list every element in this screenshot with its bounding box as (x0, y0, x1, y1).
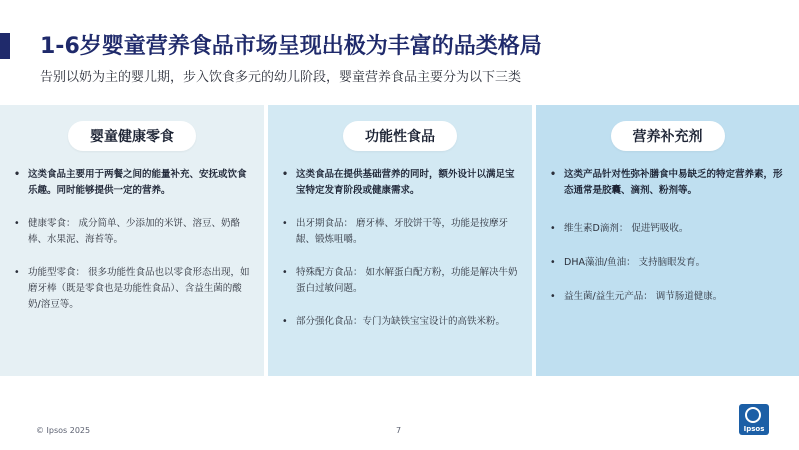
page-subtitle: 告别以奶为主的婴儿期，步入饮食多元的幼儿阶段，婴童营养食品主要分为以下三类 (40, 70, 522, 85)
column-item-list (548, 167, 789, 323)
list-item: • DHA藻油/鱼油： 支持脑眼发育。 (548, 255, 789, 271)
list-item: • 出牙期食品： 磨牙棒、牙胶饼干等，功能是按摩牙龈、锻炼咀嚼。 (280, 216, 522, 248)
column-functional-food (268, 105, 532, 376)
list-item: • 维生素D滴剂： 促进钙吸收。 (548, 221, 789, 237)
column-supplements (536, 105, 799, 376)
list-item: • 益生菌/益生元产品： 调节肠道健康。 (548, 289, 789, 305)
list-item: • 这类食品在提供基础营养的同时，额外设计以满足宝宝特定发育阶段或健康需求。 (280, 167, 522, 199)
logo-ring-icon (745, 407, 761, 423)
list-item: • 功能型零食： 很多功能性食品也以零食形态出现，如磨牙棒（既是零食也是功能性食品）、含益生菌的酸奶/溶豆等。 (12, 265, 254, 313)
list-item: • 这类产品针对性弥补膳食中易缺乏的特定营养素，形态通常是胶囊、滴剂、粉剂等。 (548, 167, 789, 199)
title-accent-bar (0, 33, 10, 59)
ipsos-logo (739, 404, 769, 435)
page-number: 7 (396, 426, 402, 435)
column-item-list (280, 167, 522, 347)
column-heading: 功能性食品 (343, 121, 457, 151)
list-item: • 特殊配方食品： 如水解蛋白配方粉，功能是解决牛奶蛋白过敏问题。 (280, 265, 522, 297)
column-healthy-snacks (0, 105, 264, 376)
list-item: • 部分强化食品：专门为缺铁宝宝设计的高铁米粉。 (280, 314, 522, 330)
list-item: • 健康零食： 成分简单、少添加的米饼、溶豆、奶酪棒、水果泥、海苔等。 (12, 216, 254, 248)
list-item: • 这类食品主要用于两餐之间的能量补充、安抚或饮食乐趣。同时能够提供一定的营养。 (12, 167, 254, 199)
column-item-list (12, 167, 254, 330)
category-columns (0, 105, 799, 376)
column-heading: 婴童健康零食 (68, 121, 196, 151)
column-heading: 营养补充剂 (611, 121, 725, 151)
copyright-text: © Ipsos 2025 (36, 426, 91, 435)
page-title: 1-6岁婴童营养食品市场呈现出极为丰富的品类格局 (40, 34, 542, 59)
logo-text: Ipsos (743, 425, 765, 433)
